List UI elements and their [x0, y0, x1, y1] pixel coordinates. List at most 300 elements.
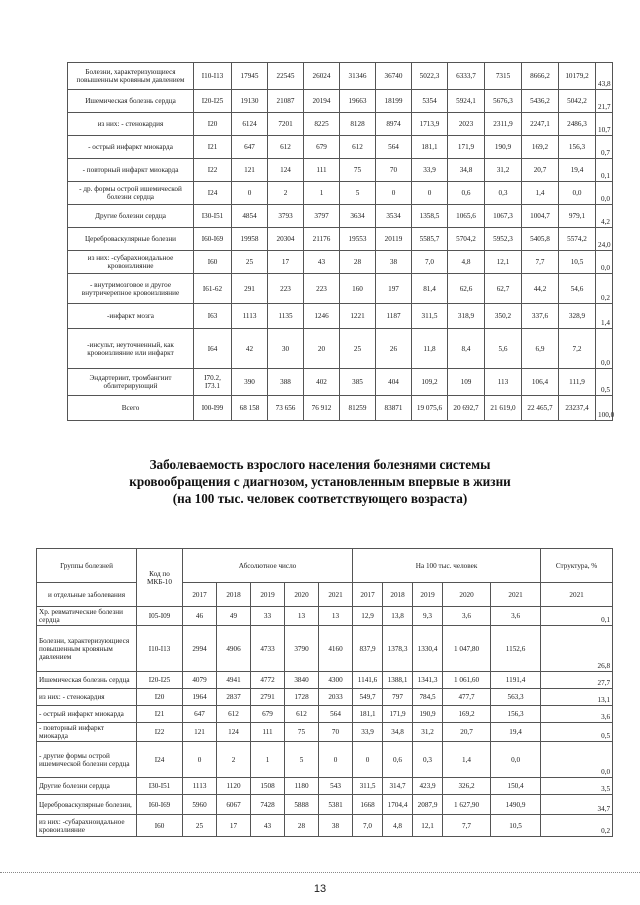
cell-r2019: 1330,4	[413, 626, 443, 672]
section-heading-line2: кровообращения с диагнозом, установленным впервые в жизни	[129, 474, 511, 489]
cell-a2020: 5	[285, 742, 319, 778]
cell-a2021: 1187	[376, 304, 412, 329]
icd-code: I24	[137, 742, 183, 778]
cell-r2018: 4,8	[448, 251, 485, 274]
icd-code: I30-I51	[194, 205, 232, 228]
icd-code: I22	[137, 723, 183, 742]
disease-name: - др. формы острой ишемической болезни сердца	[68, 182, 194, 205]
cell-a2021: 404	[376, 369, 412, 396]
icd-code: I70.2, I73.1	[194, 369, 232, 396]
cell-r2021: 150,4	[491, 778, 541, 795]
icd-code: I20	[137, 689, 183, 706]
icd-code: I60-I69	[137, 795, 183, 815]
structure-value: 43,8	[596, 63, 613, 90]
cell-a2021: 4300	[319, 672, 353, 689]
cell-a2020: 28	[340, 251, 376, 274]
cell-a2021: 2033	[319, 689, 353, 706]
structure-value: 34,7	[541, 795, 613, 815]
cell-r2017: 181,1	[353, 706, 383, 723]
cell-r2018: 797	[383, 689, 413, 706]
icd-code: I60	[194, 251, 232, 274]
cell-a2020: 75	[340, 159, 376, 182]
cell-a2018: 612	[268, 136, 304, 159]
cell-a2018: 6067	[217, 795, 251, 815]
disease-name: Цереброваскулярные болезни	[68, 228, 194, 251]
table-row	[68, 205, 613, 228]
cell-a2021: 20119	[376, 228, 412, 251]
cell-r2021: 19,4	[559, 159, 596, 182]
cell-a2020: 28	[285, 815, 319, 837]
icd-code: I24	[194, 182, 232, 205]
structure-value: 0,2	[596, 274, 613, 304]
cell-a2021: 0	[376, 182, 412, 205]
cell-a2020: 8128	[340, 113, 376, 136]
cell-r2019: 31,2	[413, 723, 443, 742]
cell-a2017: 390	[232, 369, 268, 396]
disease-name: - повторный инфаркт миокарда	[37, 723, 137, 742]
cell-a2021: 0	[319, 742, 353, 778]
cell-a2021: 38	[319, 815, 353, 837]
cell-r2017: 19 075,6	[412, 396, 448, 421]
cell-r2020: 1,4	[522, 182, 559, 205]
table-row	[37, 706, 613, 723]
structure-value: 0,0	[596, 182, 613, 205]
cell-r2019: 21 619,0	[485, 396, 522, 421]
structure-value: 26,8	[541, 626, 613, 672]
cell-a2019: 1508	[251, 778, 285, 795]
cell-a2021: 70	[376, 159, 412, 182]
cell-r2018: 0,6	[448, 182, 485, 205]
cell-a2019: 1	[251, 742, 285, 778]
cell-a2019: 402	[304, 369, 340, 396]
disease-name: Эндартериит, тромбангиит облитерирующий	[68, 369, 194, 396]
disease-name: Всего	[68, 396, 194, 421]
structure-value: 4,2	[596, 205, 613, 228]
cell-a2017: 647	[183, 706, 217, 723]
cell-r2020: 7,7	[522, 251, 559, 274]
cell-a2021: 8974	[376, 113, 412, 136]
cell-a2018: 17	[217, 815, 251, 837]
year-abs-2020: 2020	[285, 583, 319, 607]
cell-r2017: 33,9	[353, 723, 383, 742]
section-heading-line3: (на 100 тыс. человек соответствующего возраста)	[172, 491, 468, 506]
cell-r2019: 12,1	[485, 251, 522, 274]
year-rate-2019: 2019	[413, 583, 443, 607]
cell-a2021: 3534	[376, 205, 412, 228]
cell-r2019: 0,3	[413, 742, 443, 778]
cell-a2019: 20	[304, 329, 340, 369]
cell-r2018: 171,9	[383, 706, 413, 723]
cell-a2020: 25	[340, 329, 376, 369]
table-row	[68, 113, 613, 136]
table-row	[68, 251, 613, 274]
cell-r2019: 190,9	[485, 136, 522, 159]
cell-r2017: 7,0	[412, 251, 448, 274]
cell-a2018: 4941	[217, 672, 251, 689]
cell-r2018: 4,8	[383, 815, 413, 837]
cell-a2021: 5381	[319, 795, 353, 815]
cell-r2018: 314,7	[383, 778, 413, 795]
cell-r2018: 62,6	[448, 274, 485, 304]
cell-a2018: 30	[268, 329, 304, 369]
disease-name: - острый инфаркт миокарда	[37, 706, 137, 723]
cell-r2021: 1191,4	[491, 672, 541, 689]
cell-r2017: 1668	[353, 795, 383, 815]
cell-a2020: 81259	[340, 396, 376, 421]
cell-a2020: 385	[340, 369, 376, 396]
cell-a2017: 0	[183, 742, 217, 778]
icd-code: I60	[137, 815, 183, 837]
cell-r2018: 2023	[448, 113, 485, 136]
cell-a2019: 111	[304, 159, 340, 182]
structure-value: 24,0	[596, 228, 613, 251]
cell-r2019: 2311,9	[485, 113, 522, 136]
cell-a2017: 42	[232, 329, 268, 369]
cell-a2020: 5	[340, 182, 376, 205]
table-row	[37, 815, 613, 837]
disease-name: Ишемическая болезнь сердца	[68, 90, 194, 113]
cell-a2017: 17945	[232, 63, 268, 90]
icd-code: I20-I25	[194, 90, 232, 113]
cell-r2017: 1713,9	[412, 113, 448, 136]
cell-r2017: 1141,6	[353, 672, 383, 689]
cell-a2019: 679	[251, 706, 285, 723]
structure-value: 3,5	[541, 778, 613, 795]
cell-r2017: 5354	[412, 90, 448, 113]
disease-name: -инсульт, неуточненный, как кровоизлияние или инфаркт	[68, 329, 194, 369]
section-heading-line1: Заболеваемость взрослого населения болезнями системы	[149, 457, 491, 472]
table-row	[37, 672, 613, 689]
cell-a2020: 3840	[285, 672, 319, 689]
cell-r2020: 326,2	[443, 778, 491, 795]
cell-r2017: 109,2	[412, 369, 448, 396]
cell-r2017: 311,5	[412, 304, 448, 329]
year-rate-2020: 2020	[443, 583, 491, 607]
cell-r2020: 1 627,90	[443, 795, 491, 815]
cell-r2019: 5952,3	[485, 228, 522, 251]
cell-r2020: 7,7	[443, 815, 491, 837]
cell-r2019: 350,2	[485, 304, 522, 329]
cell-a2018: 22545	[268, 63, 304, 90]
cell-r2019: 7315	[485, 63, 522, 90]
cell-a2021: 197	[376, 274, 412, 304]
structure-value: 0,5	[541, 723, 613, 742]
cell-r2020: 6,9	[522, 329, 559, 369]
cell-r2018: 318,9	[448, 304, 485, 329]
cell-r2018: 20 692,7	[448, 396, 485, 421]
cell-r2018: 6333,7	[448, 63, 485, 90]
structure-value: 0,5	[596, 369, 613, 396]
disease-name: - другие формы острой ишемической болезни сердца	[37, 742, 137, 778]
cell-a2020: 31346	[340, 63, 376, 90]
cell-a2018: 124	[217, 723, 251, 742]
disease-name: - повторный инфаркт миокарда	[68, 159, 194, 182]
table-row	[37, 626, 613, 672]
cell-a2018: 1120	[217, 778, 251, 795]
cell-r2017: 5022,3	[412, 63, 448, 90]
disease-name: - острый инфаркт миокарда	[68, 136, 194, 159]
cell-r2018: 5704,2	[448, 228, 485, 251]
cell-r2019: 423,9	[413, 778, 443, 795]
table-row	[68, 228, 613, 251]
disease-name: из них: - стенокардия	[37, 689, 137, 706]
cell-a2020: 612	[340, 136, 376, 159]
cell-r2021: 0,0	[559, 182, 596, 205]
cell-a2019: 21176	[304, 228, 340, 251]
header-absolute: Абсолютное число	[183, 549, 353, 583]
cell-r2021: 979,1	[559, 205, 596, 228]
cell-r2021: 156,3	[559, 136, 596, 159]
year-abs-2018: 2018	[217, 583, 251, 607]
cell-a2019: 4733	[251, 626, 285, 672]
disease-name: - внутримозговое и другое внутричерепное кровоизлияние	[68, 274, 194, 304]
cell-a2021: 36740	[376, 63, 412, 90]
cell-r2020: 44,2	[522, 274, 559, 304]
cell-a2019: 20194	[304, 90, 340, 113]
cell-r2021: 19,4	[491, 723, 541, 742]
cell-r2019: 1067,3	[485, 205, 522, 228]
cell-r2020: 337,6	[522, 304, 559, 329]
cell-r2020: 477,7	[443, 689, 491, 706]
cell-a2020: 3790	[285, 626, 319, 672]
year-abs-2021: 2021	[319, 583, 353, 607]
cell-r2020: 1,4	[443, 742, 491, 778]
cell-a2018: 2	[217, 742, 251, 778]
cell-r2020: 5436,2	[522, 90, 559, 113]
cell-r2017: 7,0	[353, 815, 383, 837]
year-abs-2017: 2017	[183, 583, 217, 607]
cell-r2021: 1490,9	[491, 795, 541, 815]
cell-a2017: 6124	[232, 113, 268, 136]
cell-a2018: 223	[268, 274, 304, 304]
cell-a2021: 83871	[376, 396, 412, 421]
cell-a2018: 124	[268, 159, 304, 182]
cell-r2018: 1388,1	[383, 672, 413, 689]
cell-a2020: 1221	[340, 304, 376, 329]
cell-r2021: 328,9	[559, 304, 596, 329]
icd-code: I20-I25	[137, 672, 183, 689]
disease-name: из них: -субарахноидальное кровоизлияние	[68, 251, 194, 274]
cell-a2019: 33	[251, 607, 285, 626]
year-rate-2021: 2021	[491, 583, 541, 607]
table-row	[37, 689, 613, 706]
cell-r2021: 0,0	[491, 742, 541, 778]
cell-a2017: 5960	[183, 795, 217, 815]
cell-a2017: 25	[183, 815, 217, 837]
cell-a2021: 13	[319, 607, 353, 626]
structure-value: 27,7	[541, 672, 613, 689]
icd-code: I21	[194, 136, 232, 159]
cell-r2020: 1 047,80	[443, 626, 491, 672]
cell-a2019: 1	[304, 182, 340, 205]
table1-body	[68, 63, 613, 421]
disease-name: Другие болезни сердца	[68, 205, 194, 228]
cell-r2021: 1152,6	[491, 626, 541, 672]
disease-name: из них: - стенокардия	[68, 113, 194, 136]
table2-body	[37, 607, 613, 837]
table-row	[68, 329, 613, 369]
cell-r2019: 5,6	[485, 329, 522, 369]
cell-r2017: 311,5	[353, 778, 383, 795]
disease-name: Болезни, характеризующиеся повышенным кровяным давлением	[68, 63, 194, 90]
cell-a2021: 70	[319, 723, 353, 742]
year-abs-2019: 2019	[251, 583, 285, 607]
cell-a2018: 2837	[217, 689, 251, 706]
cell-r2021: 5042,2	[559, 90, 596, 113]
cell-a2017: 4079	[183, 672, 217, 689]
cell-r2018: 1704,4	[383, 795, 413, 815]
table-adult-incidence	[36, 548, 613, 837]
cell-a2017: 46	[183, 607, 217, 626]
table-row	[68, 136, 613, 159]
cell-a2018: 49	[217, 607, 251, 626]
cell-a2017: 121	[183, 723, 217, 742]
cell-r2018: 1378,3	[383, 626, 413, 672]
structure-value: 0,0	[541, 742, 613, 778]
cell-a2020: 1728	[285, 689, 319, 706]
cell-a2017: 291	[232, 274, 268, 304]
cell-r2020: 5405,8	[522, 228, 559, 251]
cell-r2019: 784,5	[413, 689, 443, 706]
structure-value: 13,1	[541, 689, 613, 706]
cell-a2017: 1113	[232, 304, 268, 329]
cell-r2020: 1 061,60	[443, 672, 491, 689]
cell-r2019: 190,9	[413, 706, 443, 723]
cell-a2017: 68 158	[232, 396, 268, 421]
cell-r2018: 34,8	[448, 159, 485, 182]
cell-a2018: 2	[268, 182, 304, 205]
icd-code: I10-I13	[137, 626, 183, 672]
cell-a2021: 26	[376, 329, 412, 369]
cell-r2017: 0	[412, 182, 448, 205]
structure-value: 0,0	[596, 329, 613, 369]
cell-r2021: 23237,4	[559, 396, 596, 421]
cell-r2021: 54,6	[559, 274, 596, 304]
structure-value: 0,2	[541, 815, 613, 837]
cell-r2017: 181,1	[412, 136, 448, 159]
icd-code: I63	[194, 304, 232, 329]
cell-a2017: 121	[232, 159, 268, 182]
cell-a2018: 3793	[268, 205, 304, 228]
cell-a2019: 1246	[304, 304, 340, 329]
structure-value: 0,1	[541, 607, 613, 626]
table-row	[68, 90, 613, 113]
cell-r2018: 5924,1	[448, 90, 485, 113]
cell-a2017: 647	[232, 136, 268, 159]
disease-name: -инфаркт мозга	[68, 304, 194, 329]
cell-r2018: 171,9	[448, 136, 485, 159]
cell-a2019: 76 912	[304, 396, 340, 421]
structure-value: 0,7	[596, 136, 613, 159]
structure-value: 10,7	[596, 113, 613, 136]
cell-r2021: 10179,2	[559, 63, 596, 90]
header-structure: Структура, %	[541, 549, 613, 583]
cell-r2018: 8,4	[448, 329, 485, 369]
cell-a2017: 0	[232, 182, 268, 205]
cell-a2021: 4160	[319, 626, 353, 672]
structure-value: 1,4	[596, 304, 613, 329]
table-incidence-continued	[67, 62, 613, 421]
cell-a2019: 43	[251, 815, 285, 837]
cell-a2020: 3634	[340, 205, 376, 228]
cell-r2019: 9,3	[413, 607, 443, 626]
structure-value: 21,7	[596, 90, 613, 113]
cell-a2018: 73 656	[268, 396, 304, 421]
cell-a2017: 4854	[232, 205, 268, 228]
icd-code: I00-I99	[194, 396, 232, 421]
year-rate-2017: 2017	[353, 583, 383, 607]
cell-r2020: 169,2	[522, 136, 559, 159]
cell-a2018: 7201	[268, 113, 304, 136]
disease-name: Хр. ревматические болезни сердца	[37, 607, 137, 626]
disease-name: из них: -субарахноидальное кровоизлияние	[37, 815, 137, 837]
cell-a2017: 19958	[232, 228, 268, 251]
cell-r2021: 10,5	[559, 251, 596, 274]
icd-code: I22	[194, 159, 232, 182]
table-row	[68, 274, 613, 304]
structure-value: 0,1	[596, 159, 613, 182]
table-row	[37, 778, 613, 795]
cell-r2017: 12,9	[353, 607, 383, 626]
cell-a2020: 75	[285, 723, 319, 742]
cell-a2020: 19553	[340, 228, 376, 251]
cell-r2018: 34,8	[383, 723, 413, 742]
cell-a2019: 223	[304, 274, 340, 304]
cell-a2020: 13	[285, 607, 319, 626]
table-row	[68, 182, 613, 205]
footer-divider	[0, 872, 640, 873]
cell-a2020: 1180	[285, 778, 319, 795]
cell-a2019: 43	[304, 251, 340, 274]
cell-r2019: 0,3	[485, 182, 522, 205]
cell-r2021: 156,3	[491, 706, 541, 723]
disease-name: Цереброваскулярные болезни,	[37, 795, 137, 815]
cell-a2017: 25	[232, 251, 268, 274]
cell-r2020: 169,2	[443, 706, 491, 723]
cell-r2017: 11,8	[412, 329, 448, 369]
table-row	[37, 723, 613, 742]
table-row	[68, 304, 613, 329]
cell-r2017: 33,9	[412, 159, 448, 182]
cell-r2020: 1004,7	[522, 205, 559, 228]
cell-r2021: 3,6	[491, 607, 541, 626]
cell-r2018: 13,8	[383, 607, 413, 626]
cell-r2020: 22 465,7	[522, 396, 559, 421]
cell-r2019: 62,7	[485, 274, 522, 304]
cell-r2021: 10,5	[491, 815, 541, 837]
cell-r2021: 5574,2	[559, 228, 596, 251]
cell-r2021: 7,2	[559, 329, 596, 369]
cell-a2019: 26024	[304, 63, 340, 90]
disease-name: Другие болезни сердца	[37, 778, 137, 795]
cell-a2019: 2791	[251, 689, 285, 706]
table-row	[68, 396, 613, 421]
table-row	[37, 742, 613, 778]
icd-code: I30-I51	[137, 778, 183, 795]
table-row	[68, 369, 613, 396]
cell-r2019: 5676,3	[485, 90, 522, 113]
cell-r2020: 3,6	[443, 607, 491, 626]
cell-r2020: 106,4	[522, 369, 559, 396]
header-per100k: На 100 тыс. человек	[353, 549, 541, 583]
cell-r2021: 563,3	[491, 689, 541, 706]
cell-a2019: 679	[304, 136, 340, 159]
cell-r2018: 1065,6	[448, 205, 485, 228]
cell-r2019: 31,2	[485, 159, 522, 182]
cell-a2021: 543	[319, 778, 353, 795]
cell-r2019: 12,1	[413, 815, 443, 837]
cell-r2020: 8666,2	[522, 63, 559, 90]
